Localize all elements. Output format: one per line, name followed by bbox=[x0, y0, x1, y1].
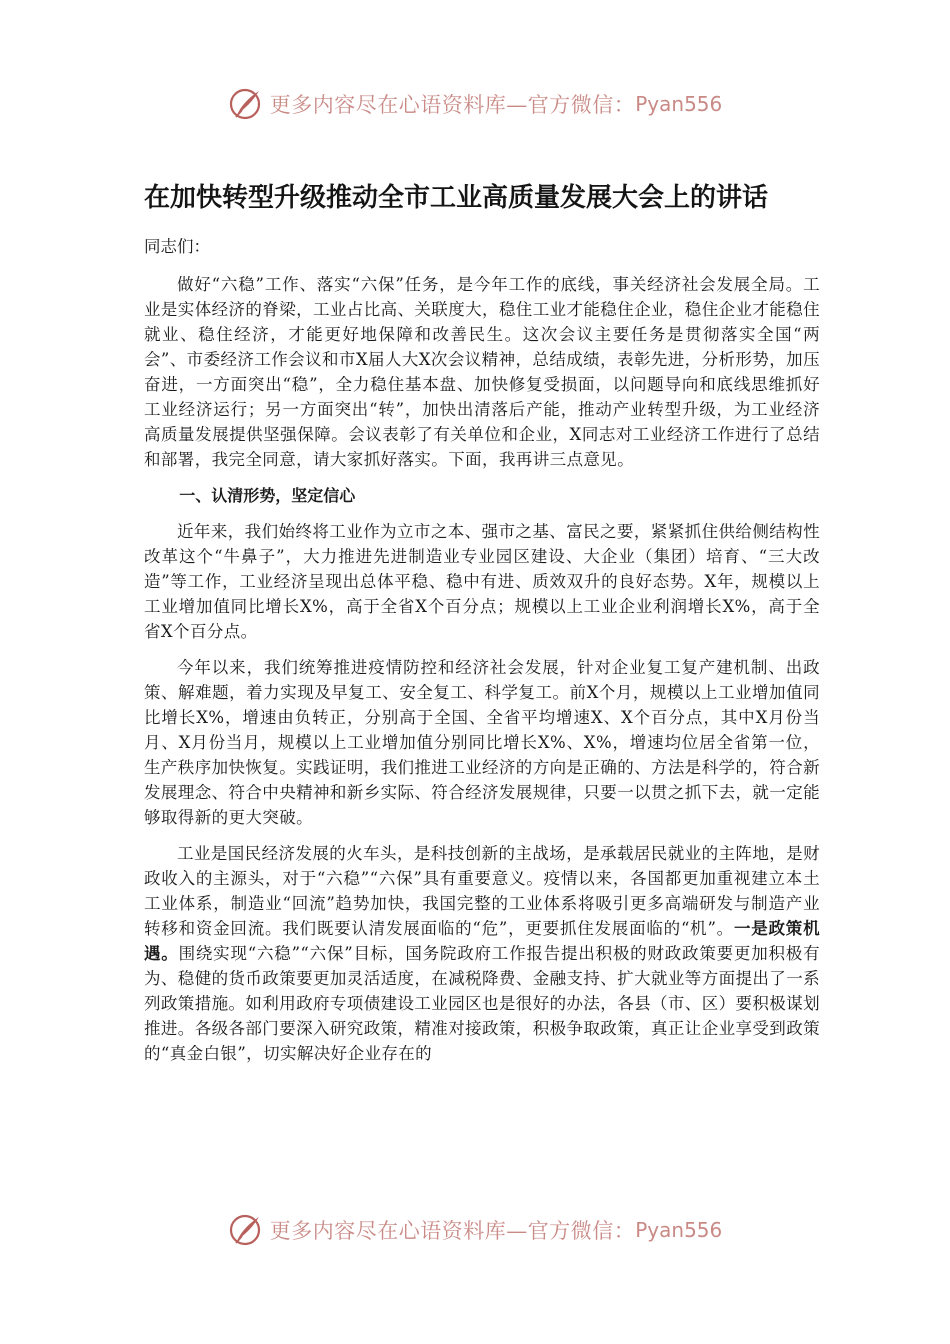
paragraph-text-part: 围绕实现“六稳”“六保”目标，国务院政府工作报告提出积极的财政政策要更加积极有为、稳健的货币政策要更加灵活适度，在减税降费、金融支持、扩大就业等方面提出了一系列政策措施。如利用政府专项债建设工业园区也是很好的办法，各县（市、区）要积极谋划推进。各级各部门要深入研究政策，精准对接政策，积极争取政策，真正让企业享受到政策的“真金白银”，切实解决好企业存在的 bbox=[144, 944, 820, 1063]
paragraph-text-part: 工业是国民经济发展的火车头，是科技创新的主战场，是承载居民就业的主阵地，是财政收入的主源头，对于“六稳”“六保”具有重要意义。疫情以来，各国都更加重视建立本土工业体系，制造业“回流”趋势加快，我国完整的工业体系将吸引更多高端研发与制造产业转移和资金回流。我们既要认清发展面临的“危”，更要抓住发展面临的“机”。 bbox=[144, 844, 820, 938]
salutation: 同志们： bbox=[144, 237, 210, 256]
watermark-header bbox=[0, 84, 950, 124]
document-title: 在加快转型升级推动全市工业高质量发展大会上的讲话 bbox=[144, 183, 769, 213]
watermark-text: 更多内容尽在心语资料库—官方微信： bbox=[269, 1219, 636, 1243]
quill-logo-icon bbox=[228, 1212, 264, 1248]
paragraph-recent-years: 近年来，我们始终将工业作为立市之本、强市之基、富民之要，紧紧抓住供给侧结构性改革这个“牛鼻子”，大力推进先进制造业专业园区建设、大企业（集团）培育、“三大改造”等工作，工业经济呈现出总体平稳、稳中有进、质效双升的良好态势。X年，规模以上工业增加值同比增长X%，高于全省X个百分点；规模以上工业企业利润增长X%，高于全省X个百分点。 bbox=[144, 522, 820, 641]
quill-logo-icon bbox=[228, 86, 264, 122]
paragraph-this-year: 今年以来，我们统筹推进疫情防控和经济社会发展，针对企业复工复产建机制、出政策、解难题，着力实现及早复工、安全复工、科学复工。前X个月，规模以上工业增加值同比增长X%，增速由负转正，分别高于全国、全省平均增速X、X个百分点，其中X月份当月、X月份当月，规模以上工业增加值分别同比增长X%、X%，增速均位居全省第一位，生产秩序加快恢复。实践证明，我们推进工业经济的方向是正确的、方法是科学的，符合新发展理念、符合中央精神和新乡实际、符合经济发展规律，只要一以贯之抓下去，就一定能够取得新的更大突破。 bbox=[144, 658, 820, 827]
watermark-wechat-id: Pyan556 bbox=[635, 92, 723, 116]
document-body bbox=[144, 172, 820, 1077]
paragraph-industry-role bbox=[144, 841, 820, 1066]
policy-opportunity-label: 一是政策机遇。 bbox=[144, 919, 820, 963]
paragraph-intro: 做好“六稳”工作、落实“六保”任务，是今年工作的底线，事关经济社会发展全局。工业是实体经济的脊梁，工业占比高、关联度大，稳住工业才能稳住企业，稳住企业才能稳住就业、稳住经济，才能更好地保障和改善民生。这次会议主要任务是贯彻落实全国“两会”、市委经济工作会议和市X届人大X次会议精神，总结成绩，表彰先进，分析形势，加压奋进，一方面突出“稳”，全力稳住基本盘、加快修复受损面，以问题导向和底线思维抓好工业经济运行；另一方面突出“转”，加快出清落后产能，推动产业转型升级，为工业经济高质量发展提供坚强保障。会议表彰了有关单位和企业，X同志对工业经济工作进行了总结和部署，我完全同意，请大家抓好落实。下面，我再讲三点意见。 bbox=[144, 275, 820, 469]
watermark-footer bbox=[0, 1210, 950, 1250]
watermark-wechat-id: Pyan556 bbox=[635, 1218, 723, 1242]
watermark-text: 更多内容尽在心语资料库—官方微信： bbox=[269, 93, 636, 117]
section-heading-1: 一、认清形势，坚定信心 bbox=[179, 486, 356, 505]
